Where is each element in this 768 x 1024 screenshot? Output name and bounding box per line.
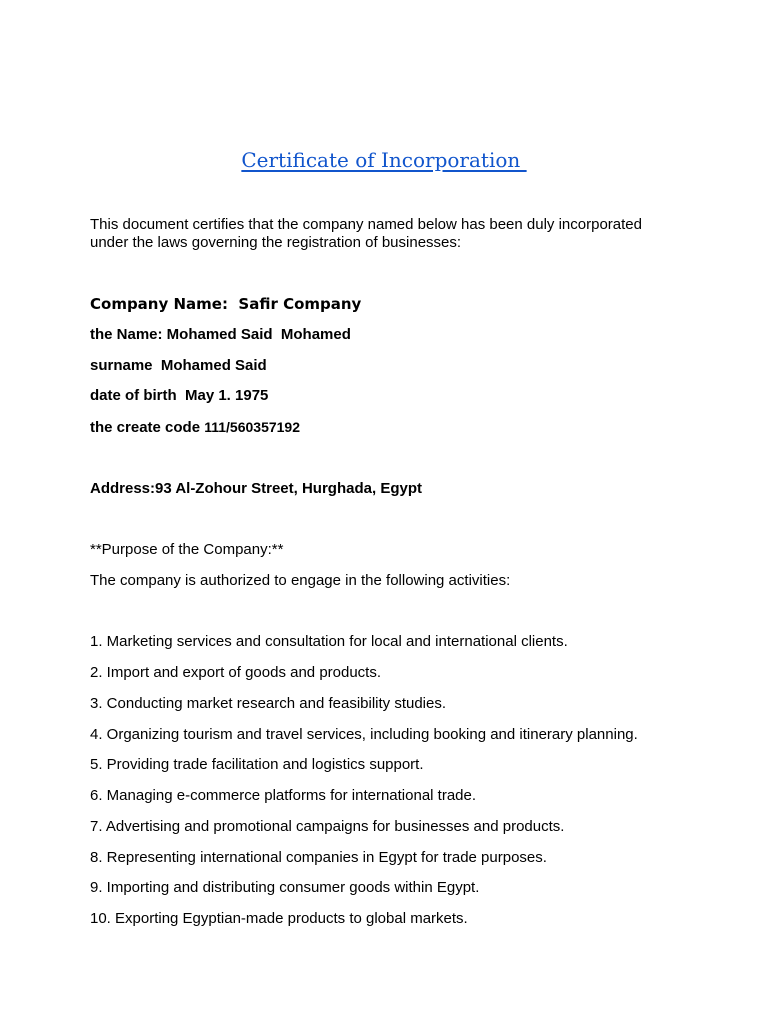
list-item: 8. Representing international companies in Egypt for trade purposes. bbox=[90, 849, 547, 866]
purpose-heading: **Purpose of the Company:** bbox=[90, 541, 284, 558]
list-item: 7. Advertising and promotional campaigns for businesses and products. bbox=[90, 818, 565, 835]
intro-paragraph: This document certifies that the company named below has been duly incorporated under the laws governing the registration of businesses: bbox=[90, 216, 642, 251]
owner-name: the Name: Mohamed Said Mohamed bbox=[90, 326, 351, 343]
list-item: 10. Exporting Egyptian-made products to global markets. bbox=[90, 910, 468, 927]
date-of-birth: date of birth May 1. 1975 bbox=[90, 387, 269, 404]
list-item: 1. Marketing services and consultation for local and international clients. bbox=[90, 633, 568, 650]
list-item: 9. Importing and distributing consumer goods within Egypt. bbox=[90, 879, 480, 896]
owner-surname: surname Mohamed Said bbox=[90, 357, 267, 374]
create-code-value: 111/560357192 bbox=[204, 419, 300, 435]
create-code-label: the create code bbox=[90, 419, 205, 436]
list-item: 6. Managing e-commerce platforms for international trade. bbox=[90, 787, 477, 804]
list-item: 5. Providing trade facilitation and logistics support. bbox=[90, 756, 424, 773]
create-code bbox=[90, 418, 300, 437]
company-name: Company Name: Safir Company bbox=[90, 295, 362, 313]
list-item: 4. Organizing tourism and travel services, including booking and itinerary planning. bbox=[90, 726, 638, 743]
list-item: 2. Import and export of goods and products. bbox=[90, 664, 382, 681]
purpose-intro: The company is authorized to engage in the following activities: bbox=[90, 572, 511, 589]
document-title: Certificate of Incorporation bbox=[241, 148, 527, 172]
company-address: Address:93 Al-Zohour Street, Hurghada, Egypt bbox=[90, 480, 422, 497]
list-item: 3. Conducting market research and feasibility studies. bbox=[90, 695, 447, 712]
